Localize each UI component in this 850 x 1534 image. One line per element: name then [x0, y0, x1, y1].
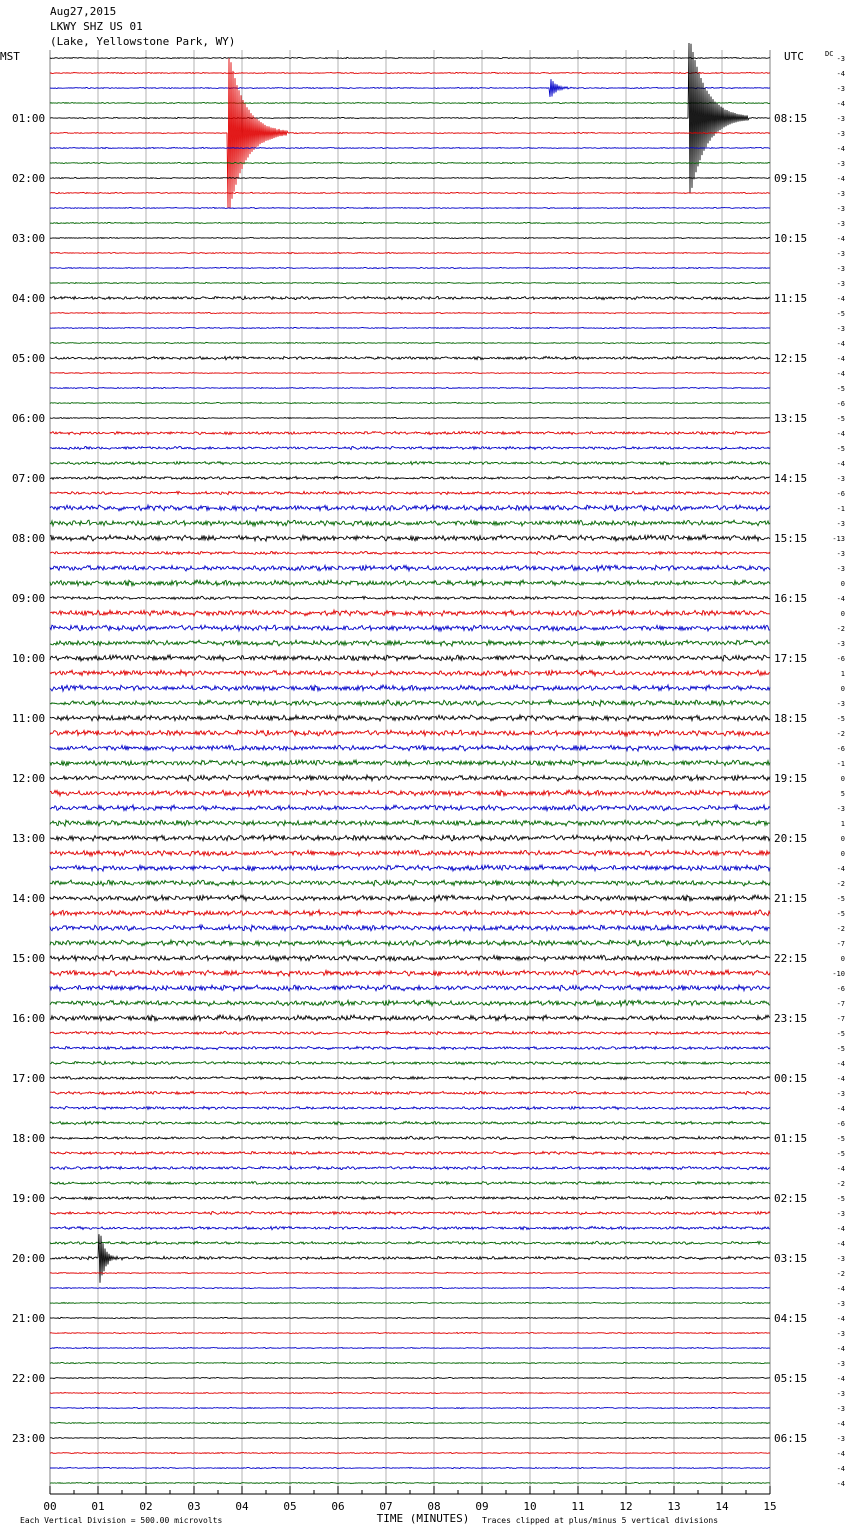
trace-row-69: [50, 1091, 770, 1094]
right-axis-label-utc: UTC: [784, 50, 804, 63]
utc-hour-label: 16:15: [774, 592, 808, 605]
mst-hour-label: 03:00: [12, 232, 46, 245]
trace-row-82: [50, 1287, 770, 1288]
mst-hour-label: 09:00: [12, 592, 46, 605]
trace-row-79: [50, 1241, 770, 1244]
trace-row-47: [50, 760, 770, 766]
x-tick-label: 02: [139, 1500, 153, 1513]
mst-hour-label: 16:00: [12, 1012, 46, 1025]
trace-row-64: [50, 1015, 770, 1021]
utc-hour-label: 09:15: [774, 172, 808, 185]
trace-row-85: [50, 1332, 770, 1333]
mst-hour-label: 05:00: [12, 352, 46, 365]
utc-hour-label: 08:15: [774, 112, 808, 125]
trace-row-48: [50, 775, 770, 781]
trace-row-13: [50, 252, 770, 253]
dc-offset-value: 0: [840, 580, 845, 588]
trace-row-46: [50, 745, 770, 751]
trace-row-68: [50, 1077, 770, 1080]
trace-row-10: [50, 207, 770, 208]
x-tick-label: 03: [187, 1500, 201, 1513]
dc-offset-value: 0: [840, 850, 845, 858]
trace-row-42: [50, 685, 770, 691]
dc-offset-value: -3: [836, 115, 845, 123]
trace-row-62: [50, 985, 770, 991]
trace-row-19: [50, 342, 770, 343]
utc-hour-label: 01:15: [774, 1132, 808, 1145]
dc-offset-value: -6: [836, 655, 845, 663]
mst-hour-label: 23:00: [12, 1432, 46, 1445]
trace-row-75: [50, 1182, 770, 1185]
dc-offset-value: 0: [840, 955, 845, 963]
utc-hour-label: 11:15: [774, 292, 808, 305]
dc-offset-value: -3: [836, 475, 845, 483]
mst-hour-label: 01:00: [12, 112, 46, 125]
mst-hour-label: 02:00: [12, 172, 46, 185]
dc-offset-value: -3: [836, 1300, 845, 1308]
trace-row-14: [50, 267, 770, 268]
dc-offset-value: -10: [832, 970, 845, 978]
utc-hour-label: 00:15: [774, 1072, 808, 1085]
dc-offset-value: -3: [836, 1360, 845, 1368]
x-tick-label: 12: [619, 1500, 633, 1513]
dc-offset-value: -1: [836, 505, 845, 513]
dc-offset-value: -4: [836, 295, 845, 303]
seismic-traces: [50, 43, 770, 1484]
trace-row-70: [50, 1106, 770, 1109]
dc-offset-value: -3: [836, 1090, 845, 1098]
dc-offset-value: -3: [836, 640, 845, 648]
x-tick-label: 06: [331, 1500, 345, 1513]
dc-offset-value: -3: [836, 1255, 845, 1263]
utc-hour-label: 02:15: [774, 1192, 808, 1205]
trace-row-65: [50, 1031, 770, 1034]
utc-hour-label: 22:15: [774, 952, 808, 965]
x-tick-label: 11: [571, 1500, 585, 1513]
dc-label: DC: [825, 50, 834, 58]
x-axis-title: TIME (MINUTES): [376, 1512, 470, 1525]
utc-hour-label: 14:15: [774, 472, 808, 485]
dc-offset-value: -6: [836, 490, 845, 498]
trace-row-63: [50, 1000, 770, 1006]
dc-offset-value: -5: [836, 910, 845, 918]
trace-row-0: [50, 57, 770, 58]
trace-row-3: [50, 102, 770, 103]
dc-offset-value: -5: [836, 415, 845, 423]
dc-offset-value: -3: [836, 85, 845, 93]
mst-hour-label: 06:00: [12, 412, 46, 425]
dc-offset-value: -3: [836, 1210, 845, 1218]
trace-row-91: [50, 1422, 770, 1423]
dc-offset-value: -3: [836, 520, 845, 528]
trace-row-66: [50, 1046, 770, 1049]
x-tick-label: 09: [475, 1500, 489, 1513]
trace-row-67: [50, 1061, 770, 1064]
trace-row-51: [50, 820, 770, 826]
trace-row-15: [50, 282, 770, 283]
trace-row-35: [50, 580, 770, 586]
trace-row-22: [50, 387, 770, 388]
trace-row-81: [50, 1272, 770, 1273]
dc-offset-value: -4: [836, 1465, 845, 1473]
trace-row-53: [50, 850, 770, 856]
dc-offset-value: -7: [836, 1015, 845, 1023]
trace-row-11: [50, 222, 770, 223]
dc-offset-value: -5: [836, 1045, 845, 1053]
dc-offset-value: 1: [840, 670, 845, 678]
trace-row-9: [50, 192, 770, 193]
trace-row-12: [50, 237, 770, 238]
dc-offset-value: -7: [836, 1000, 845, 1008]
trace-row-18: [50, 327, 770, 328]
trace-row-76: [50, 1196, 770, 1199]
mst-hour-label: 13:00: [12, 832, 46, 845]
x-tick-label: 14: [715, 1500, 729, 1513]
trace-row-74: [50, 1166, 770, 1169]
dc-offset-value: -3: [836, 220, 845, 228]
trace-row-5: [50, 58, 770, 208]
dc-offset-value: -3: [836, 130, 845, 138]
utc-hour-label: 15:15: [774, 532, 808, 545]
trace-row-94: [50, 1467, 770, 1468]
dc-offset-value: -7: [836, 940, 845, 948]
dc-offset-value: -4: [836, 1165, 845, 1173]
dc-offset-value: -5: [836, 445, 845, 453]
trace-row-24: [50, 417, 770, 418]
dc-offset-value: -4: [836, 1060, 845, 1068]
utc-hour-label: 13:15: [774, 412, 808, 425]
dc-offset-value: -2: [836, 625, 845, 633]
trace-row-50: [50, 805, 770, 811]
x-tick-label: 13: [667, 1500, 681, 1513]
trace-row-73: [50, 1151, 770, 1154]
trace-row-49: [50, 790, 770, 796]
footer-clip: Traces clipped at plus/minus 5 vertical divisions: [482, 1516, 719, 1525]
dc-offset-value: -4: [836, 100, 845, 108]
trace-row-45: [50, 730, 770, 736]
trace-row-39: [50, 640, 770, 646]
dc-offset-value: -5: [836, 1195, 845, 1203]
trace-row-4: [50, 43, 770, 193]
trace-row-30: [50, 505, 770, 511]
trace-row-61: [50, 970, 770, 976]
dc-offset-value: -5: [836, 1030, 845, 1038]
dc-offset-value: -4: [836, 175, 845, 183]
trace-row-26: [50, 446, 770, 449]
dc-offset-value: -4: [836, 1375, 845, 1383]
dc-offset-value: -2: [836, 1180, 845, 1188]
mst-hour-label: 20:00: [12, 1252, 46, 1265]
utc-hour-label: 19:15: [774, 772, 808, 785]
mst-hour-label: 19:00: [12, 1192, 46, 1205]
dc-offset-value: 0: [840, 775, 845, 783]
trace-row-7: [50, 162, 770, 163]
dc-offset-value: -4: [836, 1285, 845, 1293]
x-tick-label: 07: [379, 1500, 393, 1513]
x-tick-label: 15: [763, 1500, 777, 1513]
utc-hour-label: 18:15: [774, 712, 808, 725]
dc-offset-value: -5: [836, 715, 845, 723]
utc-hour-label: 04:15: [774, 1312, 808, 1325]
dc-offset-value: -3: [836, 550, 845, 558]
mst-hour-label: 08:00: [12, 532, 46, 545]
dc-offset-value: 0: [840, 685, 845, 693]
trace-row-95: [50, 1482, 770, 1483]
trace-row-60: [50, 955, 770, 961]
dc-offset-value: -13: [832, 535, 845, 543]
dc-offset-value: -3: [836, 55, 845, 63]
mst-hour-label: 11:00: [12, 712, 46, 725]
dc-offset-value: 0: [840, 610, 845, 618]
trace-row-44: [50, 715, 770, 721]
trace-row-23: [50, 402, 770, 403]
dc-offset-value: -4: [836, 595, 845, 603]
dc-offset-value: -4: [836, 235, 845, 243]
dc-offset-value: -3: [836, 1390, 845, 1398]
trace-row-1: [50, 72, 770, 73]
trace-row-92: [50, 1437, 770, 1438]
dc-offset-value: -4: [836, 1420, 845, 1428]
x-tick-label: 00: [43, 1500, 57, 1513]
trace-row-8: [50, 177, 770, 178]
x-tick-label: 04: [235, 1500, 249, 1513]
trace-row-34: [50, 565, 770, 571]
dc-offset-value: -2: [836, 730, 845, 738]
trace-row-89: [50, 1392, 770, 1393]
dc-offset-value: -4: [836, 430, 845, 438]
x-tick-label: 08: [427, 1500, 441, 1513]
dc-offset-value: -1: [836, 760, 845, 768]
trace-row-57: [50, 910, 770, 916]
left-axis-label-mst: MST: [0, 50, 20, 63]
dc-offset-value: -3: [836, 805, 845, 813]
trace-row-54: [50, 865, 770, 871]
dc-offset-value: -4: [836, 1480, 845, 1488]
dc-offset-value: -4: [836, 1240, 845, 1248]
dc-offset-value: 5: [840, 790, 845, 798]
mst-hour-label: 22:00: [12, 1372, 46, 1385]
trace-row-2: [50, 79, 770, 97]
dc-offset-value: -4: [836, 1345, 845, 1353]
dc-offset-value: -5: [836, 385, 845, 393]
trace-row-41: [50, 670, 770, 676]
mst-hour-label: 07:00: [12, 472, 46, 485]
trace-row-6: [50, 147, 770, 148]
dc-offset-value: -2: [836, 1270, 845, 1278]
trace-row-21: [50, 372, 770, 373]
trace-row-88: [50, 1377, 770, 1378]
utc-hour-label: 20:15: [774, 832, 808, 845]
dc-offset-value: 1: [840, 820, 845, 828]
trace-row-20: [50, 356, 770, 359]
utc-hour-label: 12:15: [774, 352, 808, 365]
utc-hour-label: 21:15: [774, 892, 808, 905]
utc-hour-label: 10:15: [774, 232, 808, 245]
mst-hour-label: 21:00: [12, 1312, 46, 1325]
trace-row-16: [50, 296, 770, 299]
dc-offset-value: -6: [836, 1120, 845, 1128]
utc-hour-label: 03:15: [774, 1252, 808, 1265]
header-station: LKWY SHZ US 01: [50, 20, 143, 33]
x-tick-label: 05: [283, 1500, 297, 1513]
axis-labels: [12, 55, 845, 1513]
trace-row-59: [50, 940, 770, 946]
trace-row-33: [50, 551, 770, 554]
trace-row-32: [50, 535, 770, 541]
trace-row-93: [50, 1452, 770, 1453]
dc-offset-value: -4: [836, 1105, 845, 1113]
dc-offset-value: -3: [836, 160, 845, 168]
trace-row-38: [50, 625, 770, 631]
minute-gridlines: [50, 50, 770, 1494]
trace-row-80: [50, 1234, 770, 1283]
dc-offset-value: -4: [836, 370, 845, 378]
mst-hour-label: 18:00: [12, 1132, 46, 1145]
trace-row-25: [50, 431, 770, 434]
trace-row-17: [50, 312, 770, 313]
trace-row-78: [50, 1226, 770, 1229]
mst-hour-label: 17:00: [12, 1072, 46, 1085]
dc-offset-value: -3: [836, 250, 845, 258]
trace-row-28: [50, 476, 770, 479]
utc-hour-label: 06:15: [774, 1432, 808, 1445]
trace-row-27: [50, 461, 770, 464]
trace-row-87: [50, 1362, 770, 1363]
mst-hour-label: 15:00: [12, 952, 46, 965]
trace-row-56: [50, 895, 770, 901]
dc-offset-value: -3: [836, 1330, 845, 1338]
trace-row-86: [50, 1347, 770, 1348]
utc-hour-label: 23:15: [774, 1012, 808, 1025]
dc-offset-value: -4: [836, 865, 845, 873]
header-date: Aug27,2015: [50, 5, 117, 18]
trace-row-43: [50, 700, 770, 706]
dc-offset-value: -4: [836, 70, 845, 78]
dc-offset-value: -5: [836, 310, 845, 318]
dc-offset-value: -3: [836, 205, 845, 213]
dc-offset-value: 0: [840, 835, 845, 843]
dc-offset-value: -3: [836, 1435, 845, 1443]
trace-row-36: [50, 596, 770, 599]
trace-row-52: [50, 835, 770, 841]
trace-row-31: [50, 520, 770, 526]
dc-offset-value: -6: [836, 400, 845, 408]
utc-hour-label: 05:15: [774, 1372, 808, 1385]
dc-offset-value: -4: [836, 340, 845, 348]
header-location: (Lake, Yellowstone Park, WY): [50, 35, 236, 48]
dc-offset-value: -4: [836, 460, 845, 468]
dc-offset-value: -4: [836, 1075, 845, 1083]
footer-scale: Each Vertical Division = 500.00 microvolts: [20, 1516, 223, 1525]
dc-offset-value: -3: [836, 265, 845, 273]
x-tick-label: 01: [91, 1500, 105, 1513]
dc-offset-value: -5: [836, 1135, 845, 1143]
dc-offset-value: -4: [836, 355, 845, 363]
dc-offset-value: -3: [836, 280, 845, 288]
trace-row-37: [50, 610, 770, 616]
dc-offset-value: -4: [836, 1315, 845, 1323]
trace-row-72: [50, 1136, 770, 1139]
dc-offset-value: -4: [836, 145, 845, 153]
trace-row-55: [50, 880, 770, 886]
dc-offset-value: -4: [836, 1450, 845, 1458]
trace-row-90: [50, 1407, 770, 1408]
dc-offset-value: -4: [836, 1225, 845, 1233]
trace-row-83: [50, 1302, 770, 1303]
dc-offset-value: -3: [836, 565, 845, 573]
trace-row-71: [50, 1121, 770, 1124]
trace-row-58: [50, 925, 770, 931]
dc-offset-value: -2: [836, 925, 845, 933]
dc-offset-value: -2: [836, 880, 845, 888]
mst-hour-label: 12:00: [12, 772, 46, 785]
dc-offset-value: -5: [836, 895, 845, 903]
mst-hour-label: 14:00: [12, 892, 46, 905]
trace-row-84: [50, 1317, 770, 1318]
trace-row-29: [50, 491, 770, 494]
mst-hour-label: 10:00: [12, 652, 46, 665]
trace-row-77: [50, 1211, 770, 1214]
mst-hour-label: 04:00: [12, 292, 46, 305]
x-tick-label: 10: [523, 1500, 537, 1513]
dc-offset-value: -3: [836, 325, 845, 333]
dc-offset-value: -3: [836, 1405, 845, 1413]
utc-hour-label: 17:15: [774, 652, 808, 665]
dc-offset-value: -6: [836, 985, 845, 993]
dc-offset-value: -6: [836, 745, 845, 753]
dc-offset-value: -3: [836, 190, 845, 198]
dc-offset-value: -5: [836, 1150, 845, 1158]
dc-offset-value: -3: [836, 700, 845, 708]
trace-row-40: [50, 655, 770, 661]
